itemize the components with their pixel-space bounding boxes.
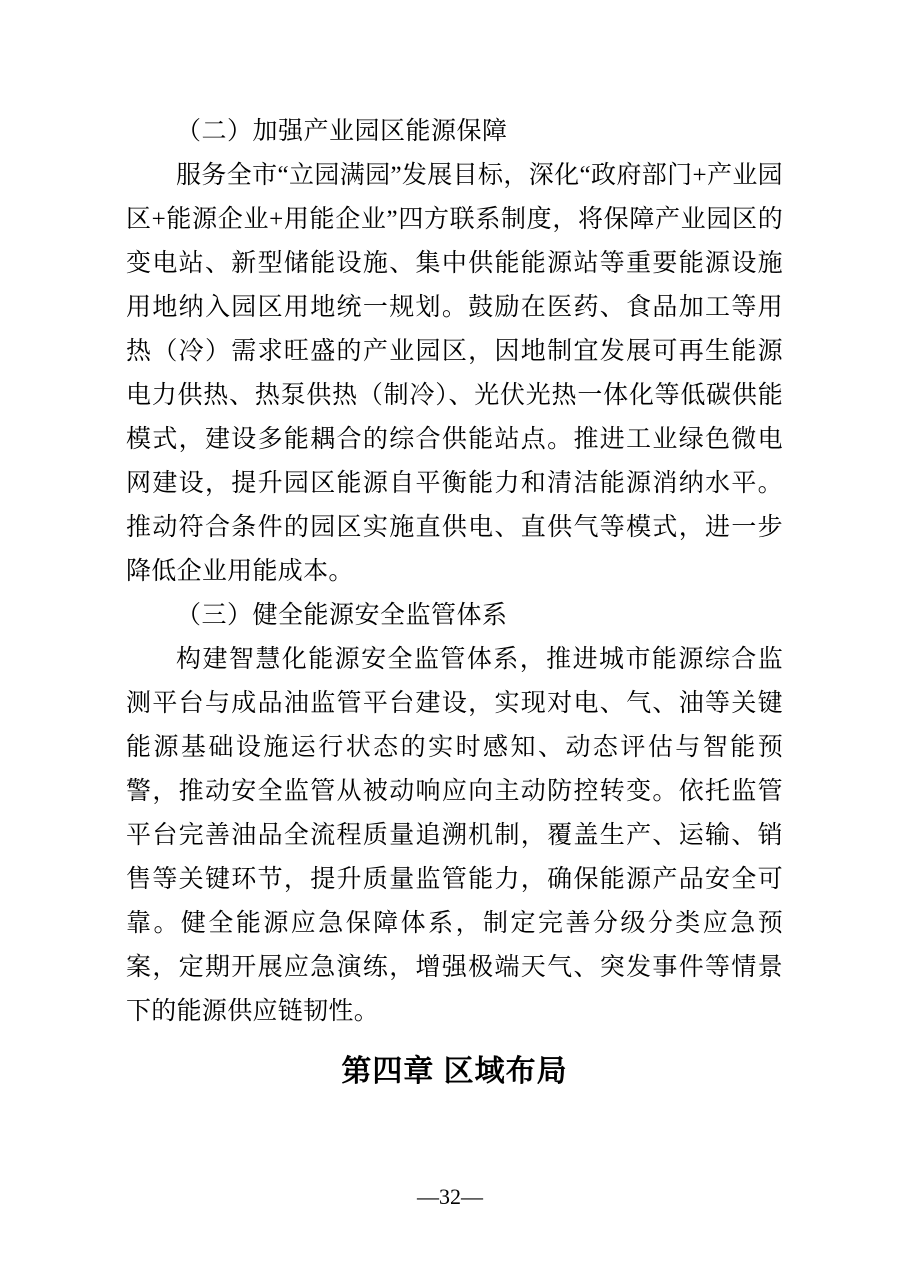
section-energy-safety-regulation [126,594,783,1034]
page-footer [0,1184,900,1210]
chapter-heading: 第四章 区域布局 [341,1055,568,1088]
page-number: —32— [417,1184,483,1209]
section-paragraph-3: 构建智慧化能源安全监管体系，推进城市能源综合监测平台与成品油监管平台建设，实现对电、气、油等关键能源基础设施运行状态的实时感知、动态评估与智能预警，推动安全监管从被动响应向主动防控转变。依托监管平台完善油品全流程质量追溯机制，覆盖生产、运输、销售等关键环节，提升质量监管能力，确保能源产品安全可靠。健全能源应急保障体系，制定完善分级分类应急预案，定期开展应急演练，增强极端天气、突发事件等情景下的能源供应链韧性。 [126,646,783,1025]
section-heading-3: （三）健全能源安全监管体系 [176,602,508,629]
section-heading-2: （二）加强产业园区能源保障 [176,118,508,145]
section-industrial-park-energy [126,110,783,594]
section-paragraph-2: 服务全市“立园满园”发展目标，深化“政府部门+产业园区+能源企业+用能企业”四方联系制度，将保障产业园区的变电站、新型储能设施、集中供能能源站等重要能源设施用地纳入园区用地统一规划。鼓励在医药、食品加工等用热（冷）需求旺盛的产业园区，因地制宜发展可再生能源电力供热、热泵供热（制冷）、光伏光热一体化等低碳供能模式，建设多能耦合的综合供能站点。推进工业绿色微电网建设，提升园区能源自平衡能力和清洁能源消纳水平。推动符合条件的园区实施直供电、直供气等模式，进一步降低企业用能成本。 [126,162,783,585]
